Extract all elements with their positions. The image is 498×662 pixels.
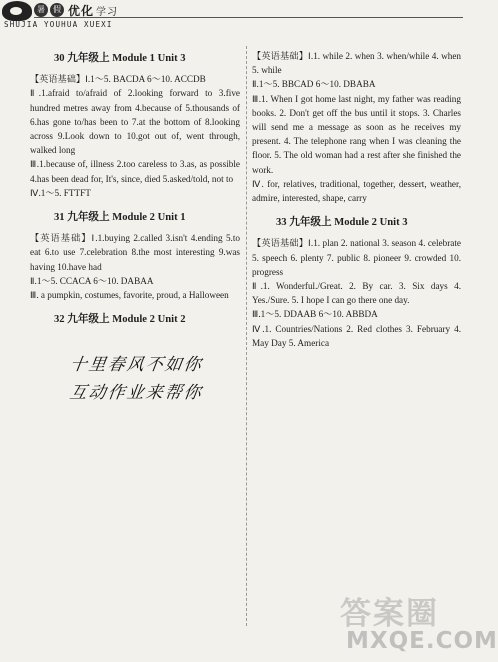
s32-basics: 【英语基础】Ⅰ.1. while 2. when 3. when/while 4. when 5. while (252, 51, 461, 76)
s32-part2: Ⅱ.1～5. BBCAD 6～10. DBABA (252, 79, 376, 90)
spacer (252, 205, 461, 210)
column-divider (246, 46, 247, 626)
watermark-line-1: 答案圈 (340, 596, 439, 632)
section-title-32: 32 九年级上 Module 2 Unit 2 (54, 314, 186, 326)
s32-part4: Ⅳ. for, relatives, traditional, together, dessert, weather, admire, interested, shape, carry (252, 178, 461, 204)
right-column (252, 49, 461, 350)
section-title-30: 30 九年级上 Module 1 Unit 3 (54, 53, 186, 64)
section-title-31: 31 九年级上 Module 2 Unit 1 (54, 212, 186, 224)
s33-part4: Ⅳ.1. Countries/Nations 2. Red clothes 3. February 4. May Day 5. America (252, 323, 461, 348)
header-rule (34, 17, 463, 18)
handwriting-line-2: 互动作业来帮你 (68, 383, 205, 403)
handwriting-line-1: 十里春风不如你 (68, 355, 205, 375)
s33-basics: 【英语基础】Ⅰ.1. plan 2. national 3. season 4. celebrate 5. speech 6. plenty 7. public 8. pioneer 9. crowded 10. progress (252, 238, 461, 277)
s30-part4: Ⅳ.1～5. FTTFT (30, 187, 91, 198)
s31-basics: 【英语基础】Ⅰ.1.buying 2.called 3.isn't 4.ending 5.to eat 6.to use 7.celebration 8.the most interesting 9.was having 10.have had (30, 233, 240, 272)
s30-part3: Ⅲ.1.because of, illness 2.too careless to 3.as, as possible 4.has been dead for, It's, since, died 5.asked/told, not to (30, 159, 240, 184)
header-circle-char-1: 暑 (34, 3, 48, 17)
page-header (0, 0, 471, 34)
s30-basics: 【英语基础】Ⅰ.1～5. BACDA 6～10. ACCDB (30, 74, 206, 85)
bird-logo-icon (2, 1, 32, 21)
s30-part2: Ⅱ.1.afraid to/afraid of 2.looking forward to 3.five hundred metres away from 4.because of 5.thousands of 6.has gone to/has been to 7.at the bottom of 8.looking across 9.Look down to 10.got out of, went through, walked long (30, 88, 240, 156)
s33-part3: Ⅲ.1～5. DDAAB 6～10. ABBDA (252, 309, 378, 320)
site-watermark (330, 588, 498, 660)
header-title-bold: 优化 (68, 4, 95, 18)
header-subtitle: SHUJIA YOUHUA XUEXI (4, 20, 113, 29)
s31-part3: Ⅲ. a pumpkin, costumes, favorite, proud, a Halloween (30, 290, 229, 301)
left-column (30, 52, 240, 333)
section-title-33: 33 九年级上 Module 2 Unit 3 (276, 217, 408, 229)
header-title-rest: 学习 (96, 7, 119, 18)
s32-part3: Ⅲ.1. When I got home last night, my father was reading books. 2. Don't get off the bus until it stops. 3. Charles will send me a message as soon as he receives my present. 4. The telephone rang when I was cleaning the floor. 5. The old woman had a rest after she finished the work. (252, 93, 461, 175)
header-circle-char-2: 假 (50, 3, 64, 17)
s31-part2: Ⅱ.1～5. CCACA 6～10. DABAA (30, 275, 154, 286)
spacer (30, 200, 240, 205)
s33-part2: Ⅱ.1. Wonderful./Great. 2. By car. 3. Six days 4. Yes./Sure. 5. I hope I can go there one day. (252, 281, 461, 306)
watermark-line-2: MXQE.COM (346, 628, 498, 654)
spacer (30, 302, 240, 307)
